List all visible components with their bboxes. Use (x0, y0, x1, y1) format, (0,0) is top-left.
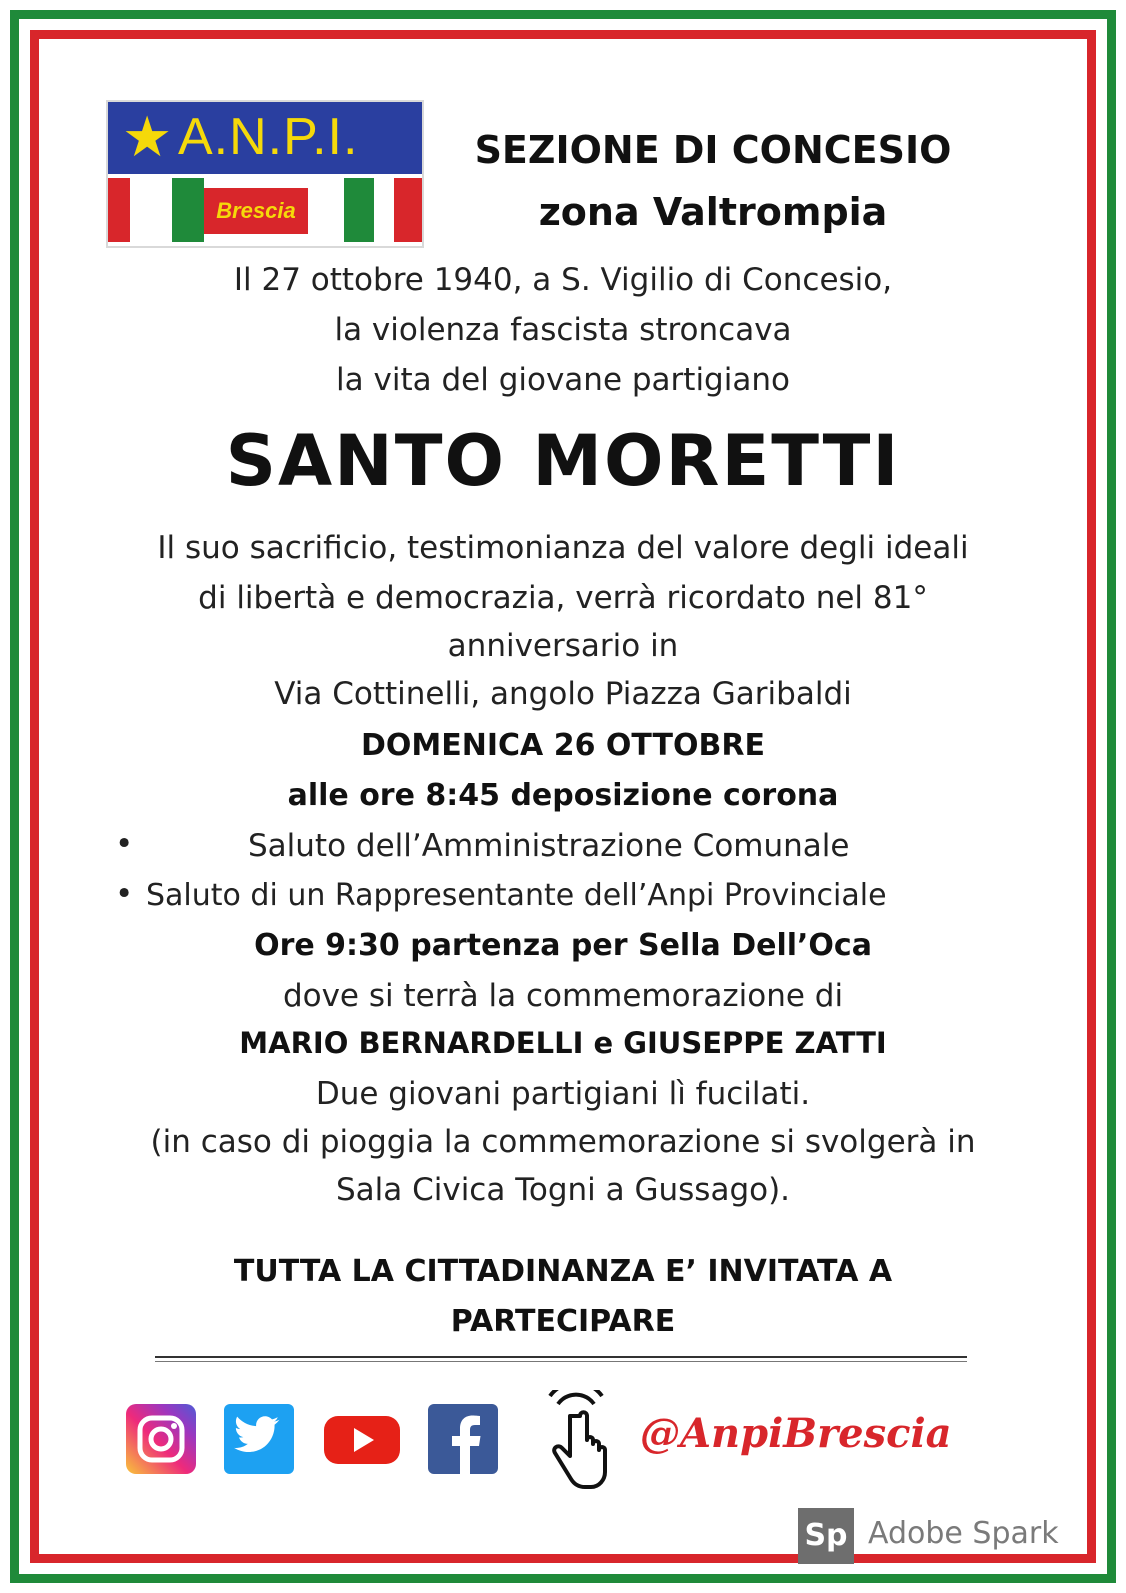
divider (155, 1356, 967, 1358)
facebook-icon[interactable] (428, 1404, 498, 1474)
event-date: DOMENICA 26 OTTOBRE (361, 728, 765, 763)
star-icon: ★ (122, 105, 173, 170)
logo-text: A.N.P.I. (178, 108, 359, 166)
zone-subtitle: zona Valtrompia (538, 190, 888, 234)
bullet-item-2: Saluto di un Rappresentante dell’Anpi Provinciale (146, 878, 887, 913)
event-time: alle ore 8:45 deposizione corona (287, 778, 839, 813)
bullet-icon: • (115, 876, 134, 912)
twitter-icon[interactable] (224, 1404, 294, 1474)
paragraph-line-4: Via Cottinelli, angolo Piazza Garibaldi (274, 676, 852, 712)
paragraph-line-3: anniversario in (447, 628, 679, 664)
invite-line-1: TUTTA LA CITTADINANZA E’ INVITATA A (233, 1254, 893, 1289)
detail-line-3: Sala Civica Togni a Gussago). (335, 1172, 791, 1208)
intro-line-1: Il 27 ottobre 1940, a S. Vigilio di Concesio, (233, 262, 893, 298)
departure-line: Ore 9:30 partenza per Sella Dell’Oca (254, 928, 872, 963)
detail-line-1: Due giovani partigiani lì fucilati. (315, 1076, 811, 1112)
bullet-icon: • (115, 826, 134, 862)
watermark-text: Adobe Spark (868, 1516, 1059, 1551)
bullet-item-1: Saluto dell’Amministrazione Comunale (248, 828, 850, 864)
instagram-icon[interactable] (126, 1404, 196, 1474)
intro-line-2: la violenza fascista stroncava (334, 312, 792, 348)
intro-line-3: la vita del giovane partigiano (336, 362, 790, 398)
flag-green-left (172, 178, 204, 242)
commemoration-line: dove si terrà la commemorazione di (282, 978, 844, 1014)
anpi-logo (108, 102, 422, 246)
invite-line-2: PARTECIPARE (450, 1304, 676, 1339)
partisan-names: MARIO BERNARDELLI e GIUSEPPE ZATTI (239, 1026, 887, 1060)
logo-badge: Brescia (204, 188, 308, 234)
divider-thin (155, 1361, 967, 1362)
paragraph-line-2: di libertà e democrazia, verrà ricordato nel 81° (198, 580, 928, 616)
flag-red-left (108, 178, 130, 242)
partisan-name: SANTO MORETTI (225, 420, 901, 502)
spark-logo-icon: Sp (798, 1508, 854, 1564)
detail-line-2: (in caso di pioggia la commemorazione si svolgerà in (150, 1124, 976, 1160)
tap-hand-icon[interactable] (536, 1390, 616, 1500)
adobe-spark-watermark (798, 1508, 1098, 1564)
paragraph-line-1: Il suo sacrificio, testimonianza del valore degli ideali (157, 530, 969, 566)
flag-green-right (344, 178, 374, 242)
social-handle[interactable]: @AnpiBrescia (640, 1410, 952, 1457)
youtube-icon[interactable] (322, 1404, 392, 1474)
flag-red-right (394, 178, 422, 242)
section-title: SEZIONE DI CONCESIO (474, 128, 952, 172)
